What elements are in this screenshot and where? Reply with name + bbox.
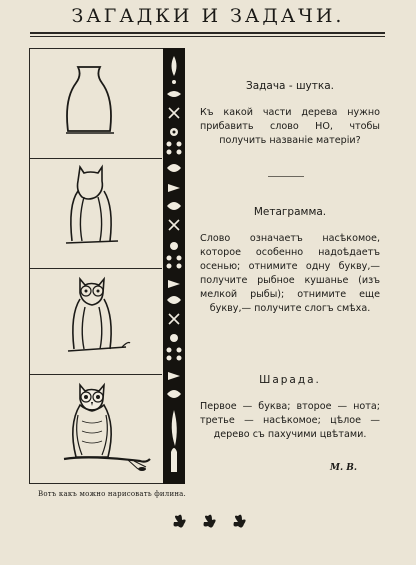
owl-outline-icon (30, 159, 162, 269)
puzzle-text: Слово означаетъ насѣкомое, которое особенно надоѣдаетъ осенью; отнимите одну букву,— получите рыбное кушанье (изъ мелкой рыбы); отнимите еще букву,— получите слогъ смѣха. (200, 233, 380, 314)
fleuron-icon (168, 512, 258, 532)
panel-step-1 (30, 49, 162, 159)
panel-step-4 (30, 375, 162, 485)
puzzle-title: Метаграмма. (253, 206, 327, 218)
signature: М. В. (330, 463, 357, 473)
puzzle-metagram (200, 206, 380, 316)
owl-sketch-icon (30, 269, 162, 375)
puzzle-charade (200, 374, 380, 442)
drawing-panels (29, 48, 164, 484)
puzzle-text: Къ какой части дерева нужно прибавить слово НО, чтобы получить названіе матеріи? (200, 107, 380, 146)
page-title: ЗАГАДКИ И ЗАДАЧИ. (71, 5, 345, 27)
section-divider (268, 176, 304, 177)
puzzle-title: Задача - шутка. (245, 80, 334, 92)
puzzle-joke (200, 80, 380, 148)
panel-step-3 (30, 269, 162, 375)
vase-drawing-icon (30, 49, 162, 159)
header-rule-thin (30, 36, 385, 37)
page-header (0, 0, 416, 34)
puzzle-title: Шарада. (259, 374, 321, 386)
header-rule (30, 32, 385, 34)
panel-step-2 (30, 159, 162, 269)
drawing-caption: Вотъ какъ можно нарисовать филина. (38, 490, 186, 498)
owl-final-icon (30, 375, 162, 485)
puzzle-text: Первое — буква; второе — нота; третье — насѣкомое; цѣлое — дерево съ пахучими цвѣтами. (200, 401, 380, 440)
ornament-strip-icon (163, 48, 185, 484)
